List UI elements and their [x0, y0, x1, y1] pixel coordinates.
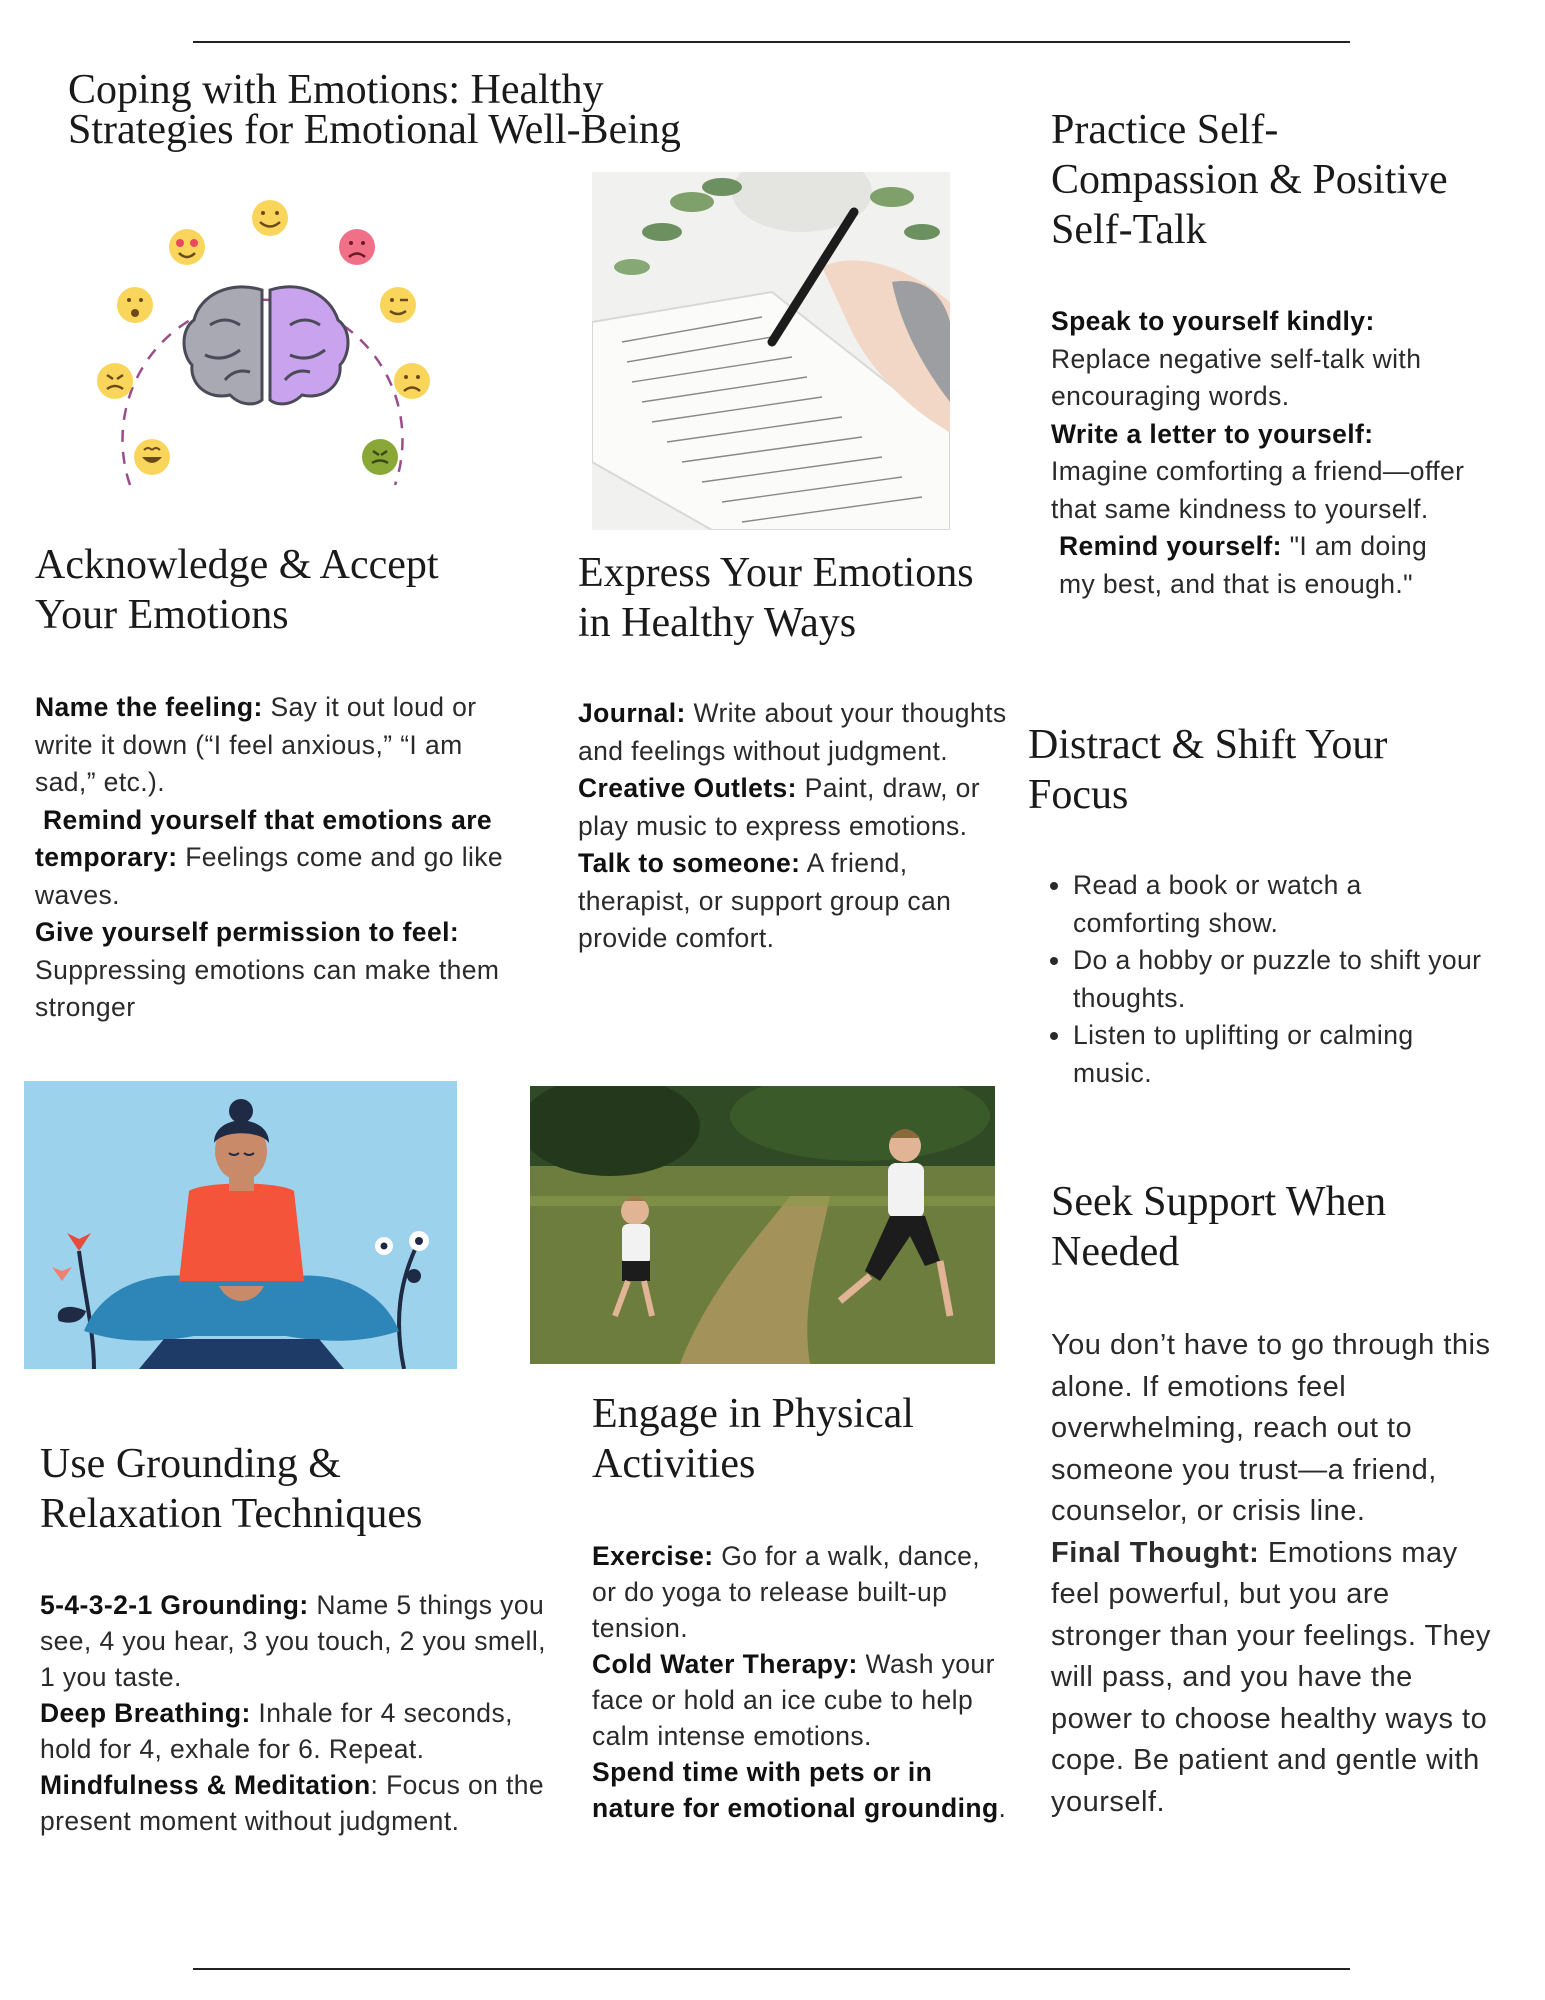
park-exercise-photo [530, 1086, 995, 1364]
acknowledge-item [35, 914, 513, 1027]
item-label: Remind yourself: [1059, 531, 1282, 561]
grounding-heading-line1: Use Grounding & [40, 1441, 341, 1487]
grounding-heading-line2: Relaxation Techniques [40, 1491, 423, 1537]
support-body [1051, 1325, 1501, 1823]
acknowledge-heading-line1: Acknowledge & Accept [35, 542, 439, 588]
self-compassion-item [1051, 528, 1471, 603]
support-final [1051, 1533, 1501, 1824]
item-label: Creative Outlets: [578, 773, 797, 803]
item-text: Inhale for 4 seconds, hold for 4, exhale for 6. Repeat. [40, 1698, 513, 1764]
express-heading-line2: in Healthy Ways [578, 600, 857, 646]
self-compassion-item [1051, 303, 1471, 416]
item-text: Replace negative self-talk with encouraging words. [1051, 343, 1422, 411]
self-compassion-heading-line3: Self-Talk [1051, 207, 1207, 253]
self-compassion-heading-line1: Practice Self- [1051, 107, 1279, 153]
support-heading [1051, 1177, 1491, 1277]
item-label: Cold Water Therapy: [592, 1649, 858, 1679]
grounding-body [40, 1587, 550, 1839]
acknowledge-heading-line2: Your Emotions [35, 592, 289, 638]
item-text: Suppressing emotions can make them stronger [35, 954, 500, 1022]
surprised-emoji-icon [117, 287, 153, 323]
grounding-item [40, 1587, 550, 1695]
shirt [179, 1184, 304, 1282]
express-heading-line1: Express Your Emotions [578, 550, 974, 596]
wink-emoji-icon [380, 287, 416, 323]
item-label: Mindfulness & Meditation [40, 1770, 371, 1800]
physical-item [592, 1646, 1012, 1754]
smile-emoji-icon [252, 200, 288, 236]
support-heading-line2: Needed [1051, 1229, 1180, 1275]
item-text: A friend, therapist, or support group can provide comfort. [578, 848, 952, 953]
final-thought-text: Emotions may feel powerful, but you are stronger than your feelings. They will pass, and you have the power to choose healthy ways to cope. Be patient and gentle with yourself. [1051, 1536, 1491, 1818]
item-text: Name 5 things you see, 4 you hear, 3 you touch, 2 you smell, 1 you taste. [40, 1590, 546, 1692]
self-compassion-body [1051, 303, 1471, 603]
physical-heading [592, 1389, 1012, 1489]
item-text: Write about your thoughts and feelings without judgment. [578, 698, 1007, 766]
worried-emoji-icon [394, 363, 430, 399]
page-title-line1: Coping with Emotions: Healthy [68, 67, 604, 113]
pants [84, 1275, 399, 1340]
list-item: • Read a book or watch a comforting show. [1073, 867, 1488, 942]
support-heading-line1: Seek Support When [1051, 1179, 1387, 1225]
grounding-heading [40, 1439, 560, 1539]
item-label: Talk to someone: [578, 848, 801, 878]
express-heading [578, 548, 1038, 648]
item-label: Speak to yourself kindly: [1051, 306, 1375, 336]
distract-heading-line2: Focus [1028, 772, 1129, 818]
self-compassion-heading [1051, 105, 1491, 255]
physical-item [592, 1538, 1012, 1646]
acknowledge-heading [35, 540, 555, 640]
item-text: : Focus on the present moment without judgment. [40, 1770, 545, 1836]
sick-emoji-icon [362, 439, 398, 475]
item-label: Spend time with pets or in nature for emotional grounding [592, 1757, 999, 1823]
distract-heading [1028, 720, 1488, 820]
item-text: Imagine comforting a friend—offer that same kindness to yourself. [1051, 456, 1465, 524]
item-text: Wash your face or hold an ice cube to help calm intense emotions. [592, 1649, 995, 1751]
emotion-brain-illustration [90, 195, 450, 495]
express-body [578, 695, 1008, 958]
list-item: • Do a hobby or puzzle to shift your thoughts. [1073, 942, 1488, 1017]
sad-red-emoji-icon [339, 229, 375, 265]
support-intro: You don’t have to go through this alone. If emotions feel overwhelming, reach out to someone you trust—a friend, counselor, or crisis line. [1051, 1329, 1491, 1527]
express-item [578, 695, 1008, 770]
express-item [578, 845, 1008, 958]
self-compassion-item [1051, 416, 1471, 529]
acknowledge-item [35, 689, 513, 802]
item-text: . [998, 1793, 1007, 1823]
top-divider [193, 41, 1350, 43]
physical-body [592, 1538, 1012, 1826]
brain-icon [184, 287, 348, 404]
page-title-line2: Strategies for Emotional Well-Being [68, 107, 681, 153]
item-text: Feelings come and go like waves. [35, 842, 504, 910]
list-item: • Listen to uplifting or calming music. [1073, 1017, 1488, 1092]
express-item [578, 770, 1008, 845]
cushion [139, 1339, 344, 1369]
item-text: Paint, draw, or play music to express emotions. [578, 773, 981, 841]
heart-eyes-emoji-icon [169, 229, 205, 265]
distract-list [1028, 867, 1488, 1092]
distract-body [1028, 867, 1488, 1092]
laughing-emoji-icon [134, 439, 170, 475]
item-label: Give yourself permission to feel: [35, 917, 460, 947]
journal-writing-photo [592, 172, 950, 530]
item-text: Say it out loud or write it down (“I feel anxious,” “I am sad,” etc.). [35, 692, 477, 797]
final-thought-label: Final Thought: [1051, 1536, 1260, 1569]
acknowledge-body [35, 689, 513, 1027]
item-label: 5-4-3-2-1 Grounding: [40, 1590, 309, 1620]
physical-heading-line1: Engage in Physical [592, 1391, 914, 1437]
grounding-item [40, 1767, 550, 1839]
page-title [68, 67, 828, 153]
bottom-divider [193, 1968, 1350, 1970]
acknowledge-item [35, 802, 513, 915]
meditation-illustration [24, 1081, 457, 1369]
item-label: Deep Breathing: [40, 1698, 251, 1728]
self-compassion-heading-line2: Compassion & Positive [1051, 157, 1448, 203]
item-text: Go for a walk, dance, or do yoga to release built-up tension. [592, 1541, 981, 1643]
item-label: Journal: [578, 698, 686, 728]
item-label: Exercise: [592, 1541, 714, 1571]
grounding-item [40, 1695, 550, 1767]
item-text: "I am doing my best, and that is enough." [1059, 531, 1428, 599]
item-label: Name the feeling: [35, 692, 263, 722]
physical-heading-line2: Activities [592, 1441, 756, 1487]
anxious-emoji-icon [97, 363, 133, 399]
physical-item [592, 1754, 1012, 1826]
item-label: Remind yourself that emotions are temporary: [35, 804, 493, 872]
item-label: Write a letter to yourself: [1051, 418, 1374, 449]
distract-heading-line1: Distract & Shift Your [1028, 722, 1388, 768]
